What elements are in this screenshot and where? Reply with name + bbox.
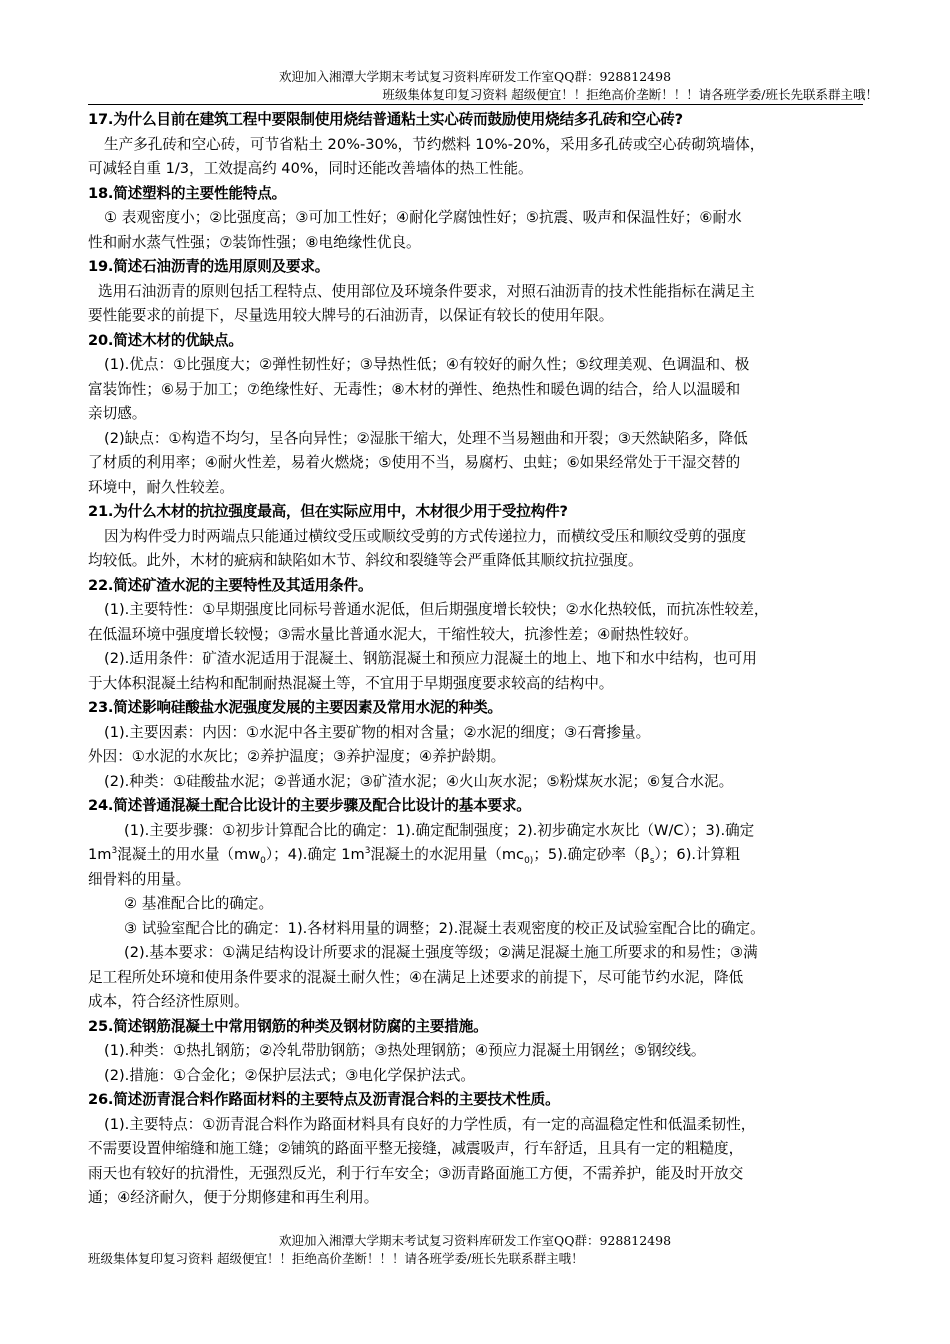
superscript: 3 bbox=[111, 846, 118, 857]
formula-text: 1m bbox=[88, 846, 112, 863]
answer-line: 通；④经济耐久，便于分期修建和再生利用。 bbox=[88, 1189, 379, 1206]
answer-line: 生产多孔砖和空心砖，可节省粘土 20%-30%，节约燃料 10%-20%，采用多孔砖或空心砖砌筑墙体， bbox=[104, 135, 765, 153]
formula-text: ）；4).确定 1m bbox=[265, 846, 365, 863]
question-24 bbox=[88, 794, 863, 1015]
answer-line: 因为构件受力时两端点只能通过横纹受压或顺纹受剪的方式传递拉力，而横纹受压和顺纹受剪的强度 bbox=[104, 527, 747, 545]
answer-line: 富装饰性；⑥易于加工；⑦绝缘性好、无毒性；⑧木材的弹性、绝热性和暖色调的结合，给人以温暖和 bbox=[88, 380, 741, 398]
question-26 bbox=[88, 1088, 863, 1211]
answer-line: (1).主要特性：①早期强度比同标号普通水泥低，但后期强度增长较快；②水化热较低，而抗冻性较差， bbox=[104, 601, 769, 618]
question-title: 25.简述钢筋混凝土中常用钢筋的种类及钢材防腐的主要措施。 bbox=[88, 1017, 488, 1035]
question-22 bbox=[88, 574, 863, 697]
subscript: s bbox=[649, 855, 655, 866]
superscript: 3 bbox=[364, 846, 371, 857]
question-25 bbox=[88, 1015, 863, 1089]
document-body bbox=[88, 108, 863, 1211]
answer-line: 不需要设置伸缩缝和施工缝；②铺筑的路面平整无接缝，减震吸声，行车舒适，且具有一定的粗糙度， bbox=[88, 1140, 744, 1157]
question-title: 26.简述沥青混合料作路面材料的主要特点及沥青混合料的主要技术性质。 bbox=[88, 1091, 560, 1108]
footer-line-2: 班级集体复印复习资料 超级便宜！！拒绝高价垄断！！！请各班学委/班长先联系群主哦！ bbox=[88, 1251, 584, 1266]
answer-line: 足工程所处环境和使用条件要求的混凝土耐久性；④在满足上述要求的前提下，尽可能节约水泥，降低 bbox=[88, 968, 744, 986]
question-title: 22.简述矿渣水泥的主要特性及其适用条件。 bbox=[88, 576, 373, 594]
answer-line: (2)缺点：①构造不均匀，呈各向异性；②湿胀干缩大，处理不当易翘曲和开裂；③天然缺陷多，降低 bbox=[104, 429, 748, 447]
answer-line: (2).措施：①合金化；②保护层法式；③电化学保护法式。 bbox=[104, 1066, 476, 1084]
answer-line: ② 基准配合比的确定。 bbox=[124, 895, 274, 912]
subscript: 0) bbox=[524, 855, 534, 866]
question-17 bbox=[88, 108, 863, 182]
formula-text: ；5).确定砂率（β bbox=[533, 846, 650, 863]
answer-line: 性和耐水蒸气性强；⑦装饰性强；⑧电绝缘性优良。 bbox=[88, 233, 421, 251]
footer-line-1: 欢迎加入湘潭大学期末考试复习资料库研发工作室QQ群：928812498 bbox=[278, 1233, 672, 1248]
answer-line: 环境中，耐久性较差。 bbox=[88, 478, 234, 496]
formula-text: ）；6).计算粗 bbox=[654, 846, 740, 863]
answer-line: (2).基本要求：①满足结构设计所要求的混凝土强度等级；②满足混凝土施工所要求的和易性；③满 bbox=[124, 944, 758, 961]
answer-line: 细骨料的用量。 bbox=[88, 870, 191, 888]
answer-line: ① 表观密度小；②比强度高；③可加工性好；④耐化学腐蚀性好；⑤抗震、吸声和保温性好；⑥耐水 bbox=[104, 209, 742, 226]
header-rule bbox=[88, 104, 863, 105]
header-line-2: 班级集体复印复习资料 超级便宜！！拒绝高价垄断！！！请各班学委/班长先联系群主哦！ bbox=[382, 87, 878, 102]
question-18 bbox=[88, 182, 863, 256]
question-title: 18.简述塑料的主要性能特点。 bbox=[88, 184, 286, 202]
answer-line: (1).种类：①热扎钢筋；②冷轧带肋钢筋；③热处理钢筋；④预应力混凝土用钢丝；⑤钢绞线。 bbox=[104, 1042, 706, 1059]
answer-line-formula bbox=[88, 843, 863, 868]
answer-line: 了材质的利用率；④耐火性差，易着火燃烧；⑤使用不当，易腐朽、虫蛀；⑥如果经常处于干湿交替的 bbox=[88, 454, 741, 471]
answer-line: 雨天也有较好的抗滑性，无强烈反光，利于行车安全；③沥青路面施工方便，不需养护，能及时开放交 bbox=[88, 1164, 744, 1182]
question-21 bbox=[88, 500, 863, 574]
answer-line: (1).主要步骤：①初步计算配合比的确定：1).确定配制强度；2).初步确定水灰比（W/C）；3).确定 bbox=[124, 821, 755, 839]
answer-line: (1).优点：①比强度大；②弹性韧性好；③导热性低；④有较好的耐久性；⑤纹理美观、色调温和、极 bbox=[104, 356, 750, 373]
answer-line: (1).主要特点：①沥青混合料作为路面材料具有良好的力学性质，有一定的高温稳定性和低温柔韧性， bbox=[104, 1115, 756, 1133]
answer-line: 于大体积混凝土结构和配制耐热混凝土等，不宜用于早期强度要求较高的结构中。 bbox=[88, 674, 614, 692]
formula-text: 混凝土的水泥用量（mc bbox=[370, 846, 525, 863]
header-line-1: 欢迎加入湘潭大学期末考试复习资料库研发工作室QQ群：928812498 bbox=[278, 69, 672, 84]
formula-text: 混凝土的用水量（mw bbox=[117, 846, 261, 863]
question-title: 19.简述石油沥青的选用原则及要求。 bbox=[88, 258, 330, 275]
subscript: 0 bbox=[260, 855, 266, 866]
answer-line: 亲切感。 bbox=[88, 405, 147, 422]
question-title: 21.为什么木材的抗拉强度最高，但在实际应用中，木材很少用于受拉构件? bbox=[88, 503, 568, 520]
question-19 bbox=[88, 255, 863, 329]
answer-line: ③ 试验室配合比的确定：1).各材料用量的调整；2).混凝土表观密度的校正及试验室配合比的确定。 bbox=[124, 919, 765, 937]
answer-line: (2).种类：①硅酸盐水泥；②普通水泥；③矿渣水泥；④火山灰水泥；⑤粉煤灰水泥；⑥复合水泥。 bbox=[104, 772, 734, 790]
answer-line: 选用石油沥青的原则包括工程特点、使用部位及环境条件要求，对照石油沥青的技术性能指标在满足主 bbox=[98, 282, 755, 300]
answer-line: (2).适用条件：矿渣水泥适用于混凝土、钢筋混凝土和预应力混凝土的地上、地下和水中结构，也可用 bbox=[104, 650, 757, 667]
answer-line: 在低温环境中强度增长较慢；③需水量比普通水泥大，干缩性较大，抗渗性差；④耐热性较好。 bbox=[88, 625, 698, 643]
question-20 bbox=[88, 329, 863, 501]
answer-line: 要性能要求的前提下，尽量选用较大牌号的石油沥青，以保证有较长的使用年限。 bbox=[88, 307, 614, 324]
answer-line: 成本，符合经济性原则。 bbox=[88, 993, 249, 1010]
answer-line: 均较低。此外，木材的疵病和缺陷如木节、斜纹和裂缝等会严重降低其顺纹抗拉强度。 bbox=[88, 552, 643, 569]
question-title: 24.简述普通混凝土配合比设计的主要步骤及配合比设计的基本要求。 bbox=[88, 797, 531, 814]
answer-line: 外因：①水泥的水灰比；②养护温度；③养护湿度；④养护龄期。 bbox=[88, 748, 506, 765]
answer-line: 可减轻自重 1/3，工效提高约 40%，同时还能改善墙体的热工性能。 bbox=[88, 160, 533, 177]
answer-line: (1).主要因素：内因：①水泥中各主要矿物的相对含量；②水泥的细度；③石膏掺量。 bbox=[104, 723, 651, 741]
question-title: 23.简述影响硅酸盐水泥强度发展的主要因素及常用水泥的种类。 bbox=[88, 699, 502, 716]
question-title: 17.为什么目前在建筑工程中要限制使用烧结普通粘土实心砖而鼓励使用烧结多孔砖和空心砖? bbox=[88, 111, 683, 128]
question-title: 20.简述木材的优缺点。 bbox=[88, 331, 243, 349]
question-23 bbox=[88, 696, 863, 794]
